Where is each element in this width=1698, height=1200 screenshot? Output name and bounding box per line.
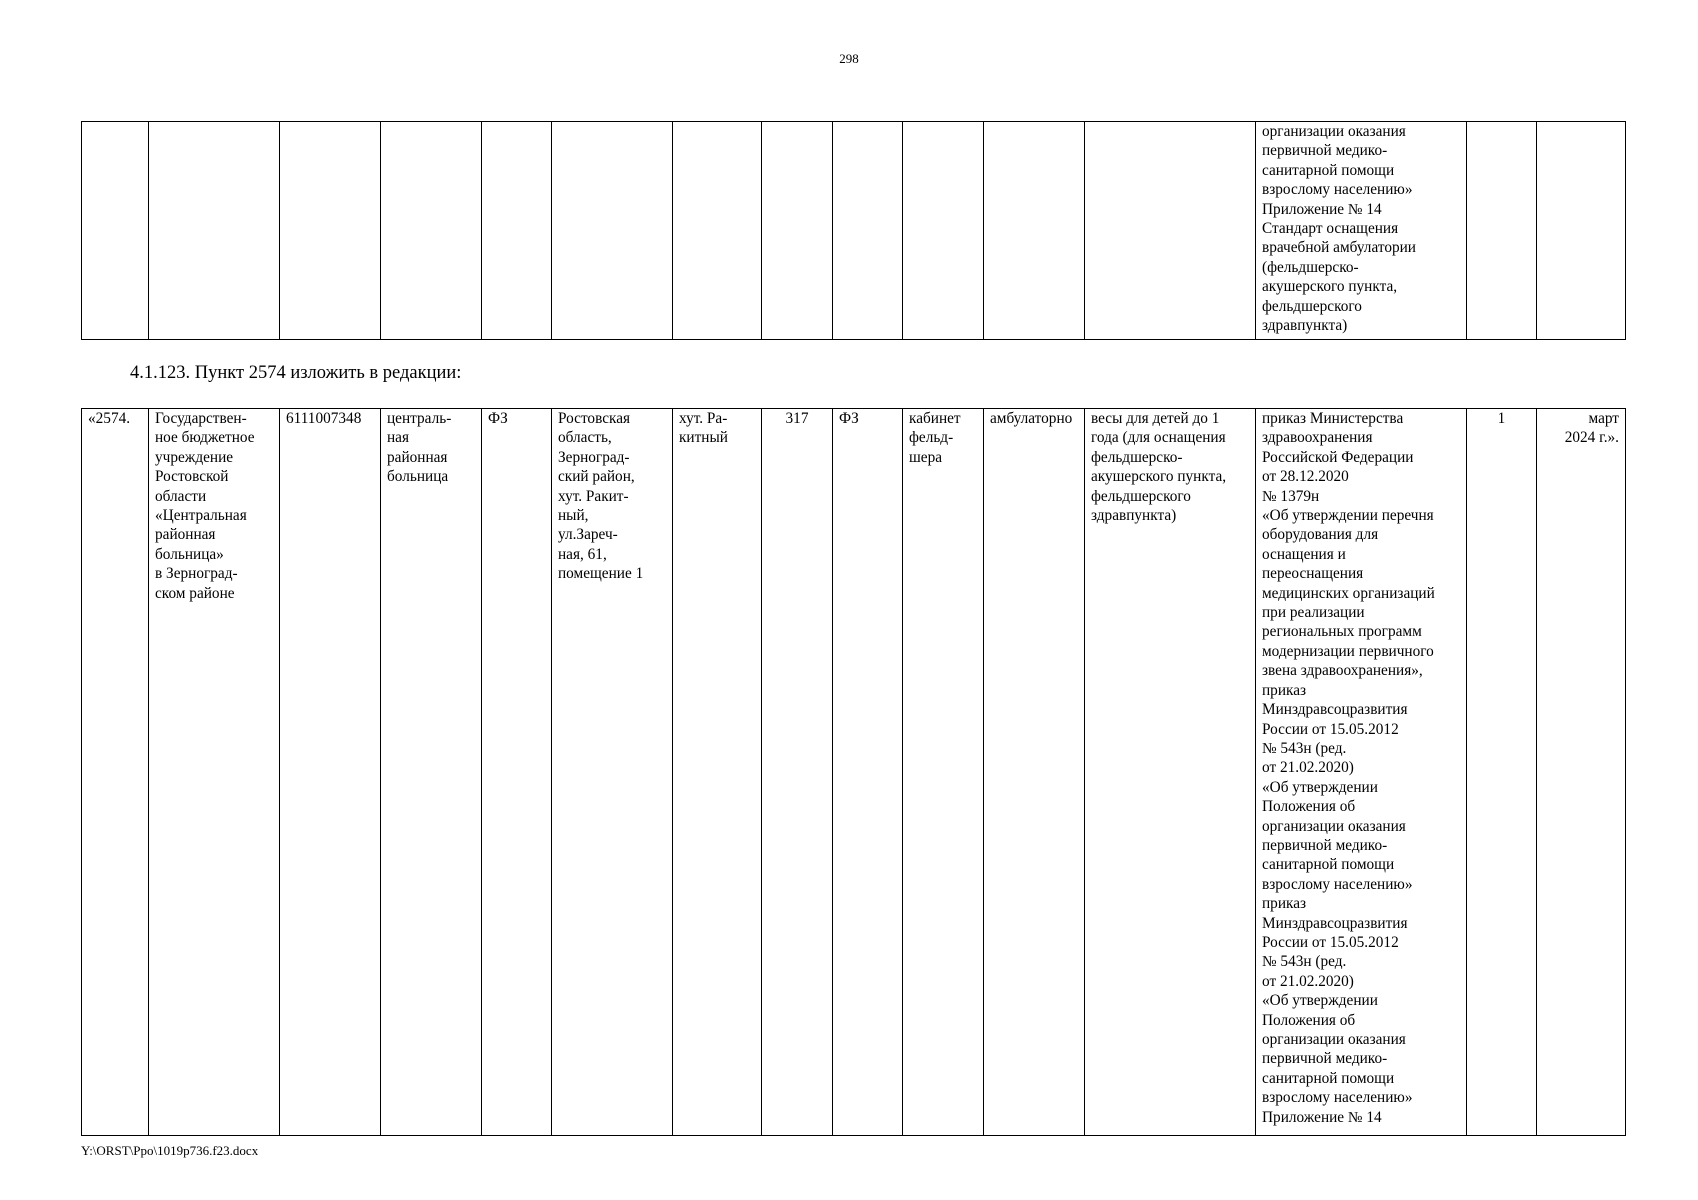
care-type: амбулаторно (984, 409, 1085, 1136)
unit-address: Ростовская область, Зерноград- ский район, хут. Ракит- ный, ул.Зареч- ная, 61, помещение 1 (552, 409, 673, 1136)
continuation-table (81, 121, 1626, 340)
table-cell (762, 122, 833, 340)
organization-name: Государствен- ное бюджетное учреждение Ростовской области «Центральная районная больница» в Зерноград- ском районе (149, 409, 280, 1136)
table-cell (82, 122, 149, 340)
legal-basis-continuation: организации оказания первичной медико- санитарной помощи взрослому населению» Приложение № 14 Стандарт оснащения врачебной амбулатории (фельдшерско- акушерского пункта, фельдшерского здравпункта) (1256, 122, 1467, 340)
table-cell (482, 122, 552, 340)
instruction-paragraph: 4.1.123. Пункт 2574 изложить в редакции: (130, 363, 462, 383)
table-cell (381, 122, 482, 340)
table-cell (833, 122, 903, 340)
table-row (82, 122, 1626, 340)
table-cell (903, 122, 984, 340)
legal-basis: приказ Министерства здравоохранения Российской Федерации от 28.12.2020 № 1379н «Об утверждении перечня оборудования для оснащения и переоснащения медицинских организаций при реализации региональных программ модернизации первичного звена здравоохранения», приказ Минздравсоцразвития России от 15.05.2012 № 543н (ред. от 21.02.2020) «Об утверждении Положения об организации оказания первичной медико- санитарной помощи взрослому населению» приказ Минздравсоцразвития России от 15.05.2012 № 543н (ред. от 21.02.2020) «Об утверждении Положения об организации оказания первичной медико- санитарной помощи взрослому населению» Приложение № 14 (1256, 409, 1467, 1136)
table-cell (673, 122, 762, 340)
room: кабинет фельд- шера (903, 409, 984, 1136)
population: 317 (762, 409, 833, 1136)
table-cell (1537, 122, 1626, 340)
organization-type: централь- ная районная больница (381, 409, 482, 1136)
unit-type-2: ФЗ (833, 409, 903, 1136)
inn: 6111007348 (280, 409, 381, 1136)
item-table (81, 408, 1626, 1136)
table-cell (984, 122, 1085, 340)
deadline: март 2024 г.». (1537, 409, 1626, 1136)
item-number: «2574. (82, 409, 149, 1136)
page-number: 298 (839, 51, 859, 66)
table-cell (280, 122, 381, 340)
table-row (82, 409, 1626, 1136)
table-cell (149, 122, 280, 340)
table-cell (1467, 122, 1537, 340)
table-cell (552, 122, 673, 340)
table-cell (1085, 122, 1256, 340)
file-path: Y:\ORST\Ppo\1019p736.f23.docx (81, 1143, 259, 1158)
quantity: 1 (1467, 409, 1537, 1136)
settlement: хут. Ра- китный (673, 409, 762, 1136)
equipment: весы для детей до 1 года (для оснащения фельдшерско- акушерского пункта, фельдшерского здравпункта) (1085, 409, 1256, 1136)
unit-type: ФЗ (482, 409, 552, 1136)
